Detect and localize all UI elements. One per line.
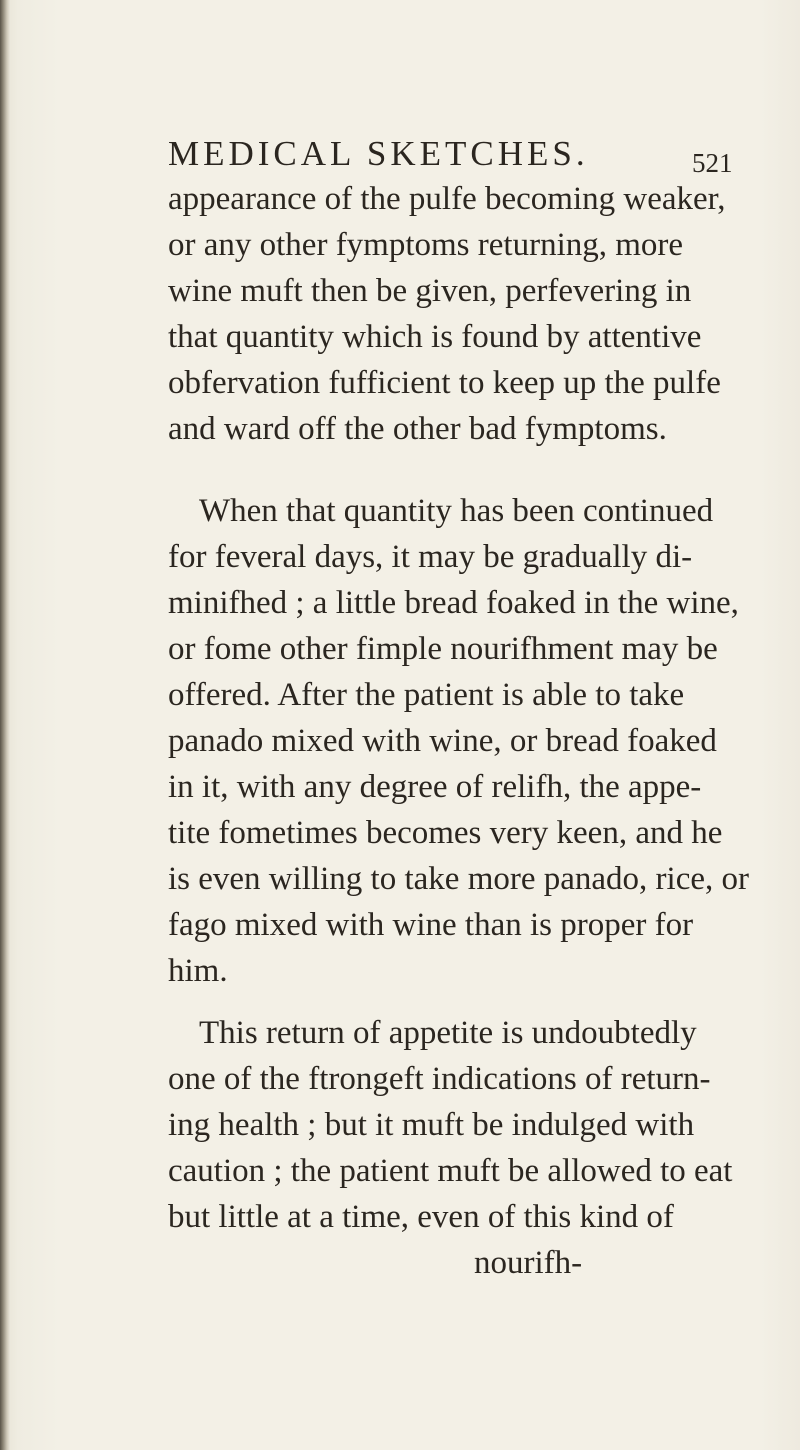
running-head-title: MEDICAL SKETCHES. <box>168 134 589 173</box>
text-line: or fome other fimple nourifhment may be <box>168 631 718 667</box>
text-line: him. <box>168 953 228 989</box>
text-line: appearance of the pulfe becoming weaker, <box>168 181 726 217</box>
text-line: fago mixed with wine than is proper for <box>168 907 694 943</box>
text-line: minifhed ; a little bread foaked in the wine, <box>168 585 739 621</box>
text-line: panado mixed with wine, or bread foaked <box>168 723 717 759</box>
catchword: nourifh- <box>474 1245 583 1281</box>
paragraph-first-line: When that quantity has been continued <box>199 493 714 529</box>
text-line: or any other fymptoms returning, more <box>168 227 684 263</box>
text-line: ing health ; but it muft be indulged with <box>168 1107 695 1143</box>
page-binding-edge <box>0 0 10 1450</box>
page-number: 521 <box>692 148 733 178</box>
text-line: in it, with any degree of relifh, the appe- <box>168 769 702 805</box>
text-line: tite fometimes becomes very keen, and he <box>168 815 723 851</box>
text-line: one of the ftrongeft indications of return- <box>168 1061 711 1097</box>
text-line: offered. After the patient is able to take <box>168 677 685 713</box>
text-line: that quantity which is found by attentive <box>168 319 702 355</box>
text-line: and ward off the other bad fymptoms. <box>168 411 667 447</box>
text-line: caution ; the patient muft be allowed to eat <box>168 1153 733 1189</box>
text-line: is even willing to take more panado, rice, or <box>168 861 749 897</box>
paragraph-first-line: This return of appetite is undoubtedly <box>199 1015 697 1051</box>
text-line: wine muft then be given, perfevering in <box>168 273 692 309</box>
text-line: but little at a time, even of this kind of <box>168 1199 674 1235</box>
text-line: obfervation fufficient to keep up the pulfe <box>168 365 721 401</box>
text-line: for feveral days, it may be gradually di- <box>168 539 693 575</box>
